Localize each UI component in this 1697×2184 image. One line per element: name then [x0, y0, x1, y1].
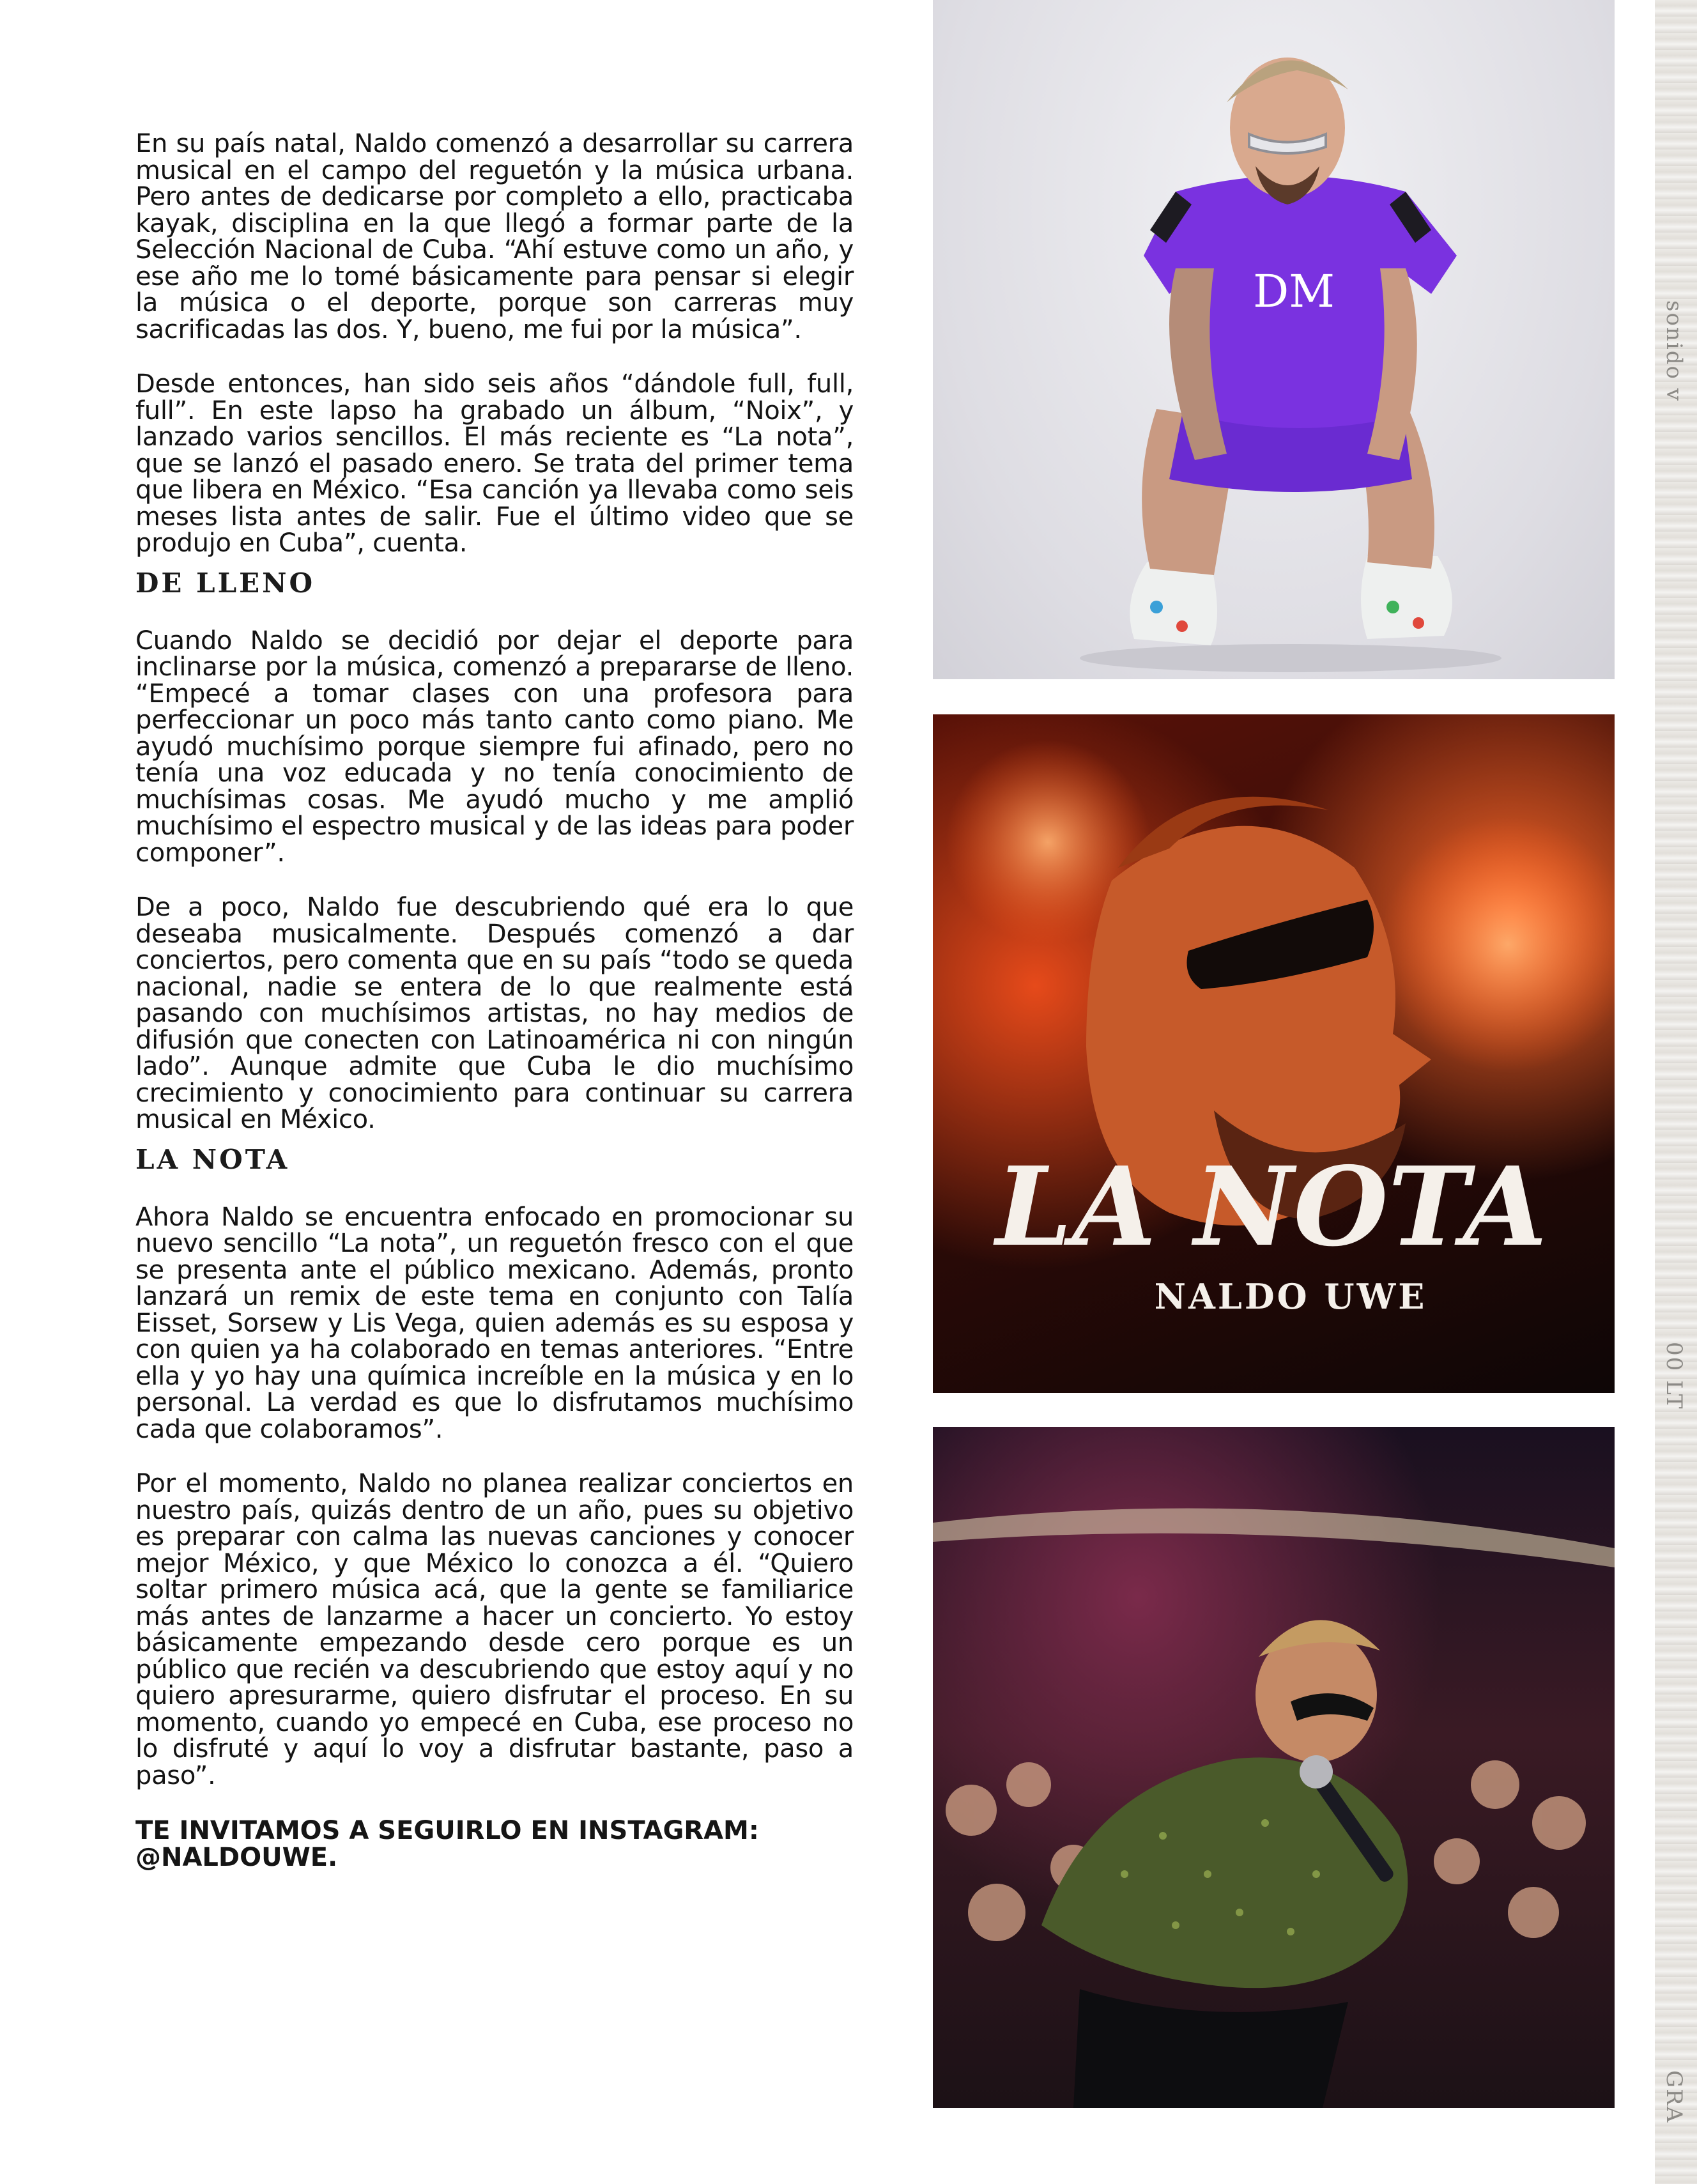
- article-paragraph: Ahora Naldo se encuentra enfocado en promocionar su nuevo sencillo “La nota”, un reguetón fresco con el que se presenta ante el público mexicano. Además, pronto lanzará un remix de este tema en conjunto con Talía Eisset, Sorsew y Lis Vega, quien además es su esposa y con quien ya ha colaborado en temas anteriores. “Entre ella y yo hay una química increíble en la música y en lo personal. La verdad es que lo disfrutamos muchísimo cada que colaboramos”.: [135, 1202, 854, 1444]
- instagram-handle: @NALDOUWE.: [135, 1843, 338, 1872]
- article-paragraph: Por el momento, Naldo no planea realizar conciertos en nuestro país, quizás dentro de un año, pues su objetivo es preparar con calma las nuevas canciones y conocer mejor México, y que México lo conozca a él. “Quiero soltar primero música acá, que la gente se familiarice más antes de lanzarme a hacer un concierto. Yo estoy básicamente empezando desde cero porque es un público que recién va descubriendo que estoy aquí y no quiero apresurarme, quiero disfrutar el proceso. En su momento, cuando yo empecé en Cuba, ese proceso no lo disfruté y aquí lo voy a disfrutar bastante, paso a paso”.: [135, 1469, 854, 1790]
- section-heading-la-nota: LA NOTA: [135, 1143, 290, 1175]
- side-strip-text: sonido v: [1661, 300, 1687, 402]
- cover-title: LA NOTA: [995, 1143, 1547, 1271]
- article-paragraph: Cuando Naldo se decidió por dejar el deporte para inclinarse por la música, comenzó a prepararse de lleno. “Empecé a tomar clases con una profesora para perfeccionar un poco más tanto canto como piano. Me ayudó muchísimo porque siempre fui afinado, pero no tenía una voz educada y no tenía conocimiento de muchísimas cosas. Me ayudó mucho y me amplió muchísimo el espectro musical y de las ideas para poder componer”.: [135, 626, 854, 868]
- concert-photo: [933, 1427, 1615, 2108]
- article-paragraph: De a poco, Naldo fue descubriendo qué era lo que deseaba musicalmente. Después comenzó a dar conciertos, pero comenta que en su país “todo se queda nacional, nadie se entera de lo que realmente está pasando con muchísimos artistas, no hay medios de difusión que conecten con Latinoamérica ni con ningún lado”. Aunque admite que Cuba le dio muchísimo crecimiento y conocimiento para continuar su carrera musical en México.: [135, 893, 854, 1134]
- jersey-logo: DM: [1253, 265, 1335, 318]
- article-paragraph: En su país natal, Naldo comenzó a desarrollar su carrera musical en el campo del reguetón y la música urbana. Pero antes de dedicarse por completo a ello, practicaba kayak, disciplina en la que llegó a formar parte de la Selección Nacional de Cuba. “Ahí estuve como un año, y ese año me lo tomé básicamente para pensar si elegir la música o el deporte, porque son carreras muy sacrificadas las dos. Y, bueno, me fui por la música”.: [135, 129, 854, 344]
- la-nota-cover-art: [933, 714, 1615, 1393]
- side-strip-text: 00 LT: [1661, 1342, 1687, 1410]
- article-paragraph: Desde entonces, han sido seis años “dándole full, full, full”. En este lapso ha grabado un álbum, “Noix”, y lanzado varios sencillos. El más reciente es “La nota”, que se lanzó el pasado enero. Se trata del primer tema que libera en México. “Esa canción ya llevaba como seis meses lista antes de salir. Fue el último video que se produjo en Cuba”, cuenta.: [135, 369, 854, 558]
- artist-portrait-photo: [933, 0, 1615, 679]
- side-strip-text: GRA: [1661, 2070, 1687, 2124]
- concert-illustration: [933, 1427, 1615, 2108]
- cover-illustration: [933, 714, 1615, 1393]
- instagram-cta: [135, 1817, 854, 1871]
- portrait-illustration: [933, 0, 1615, 679]
- section-heading-de-lleno: DE LLENO: [135, 567, 316, 599]
- article-column: [135, 131, 854, 1871]
- cta-text: TE INVITAMOS A SEGUIRLO EN INSTAGRAM:: [135, 1816, 759, 1845]
- cover-artist: NALDO UWE: [1154, 1276, 1427, 1317]
